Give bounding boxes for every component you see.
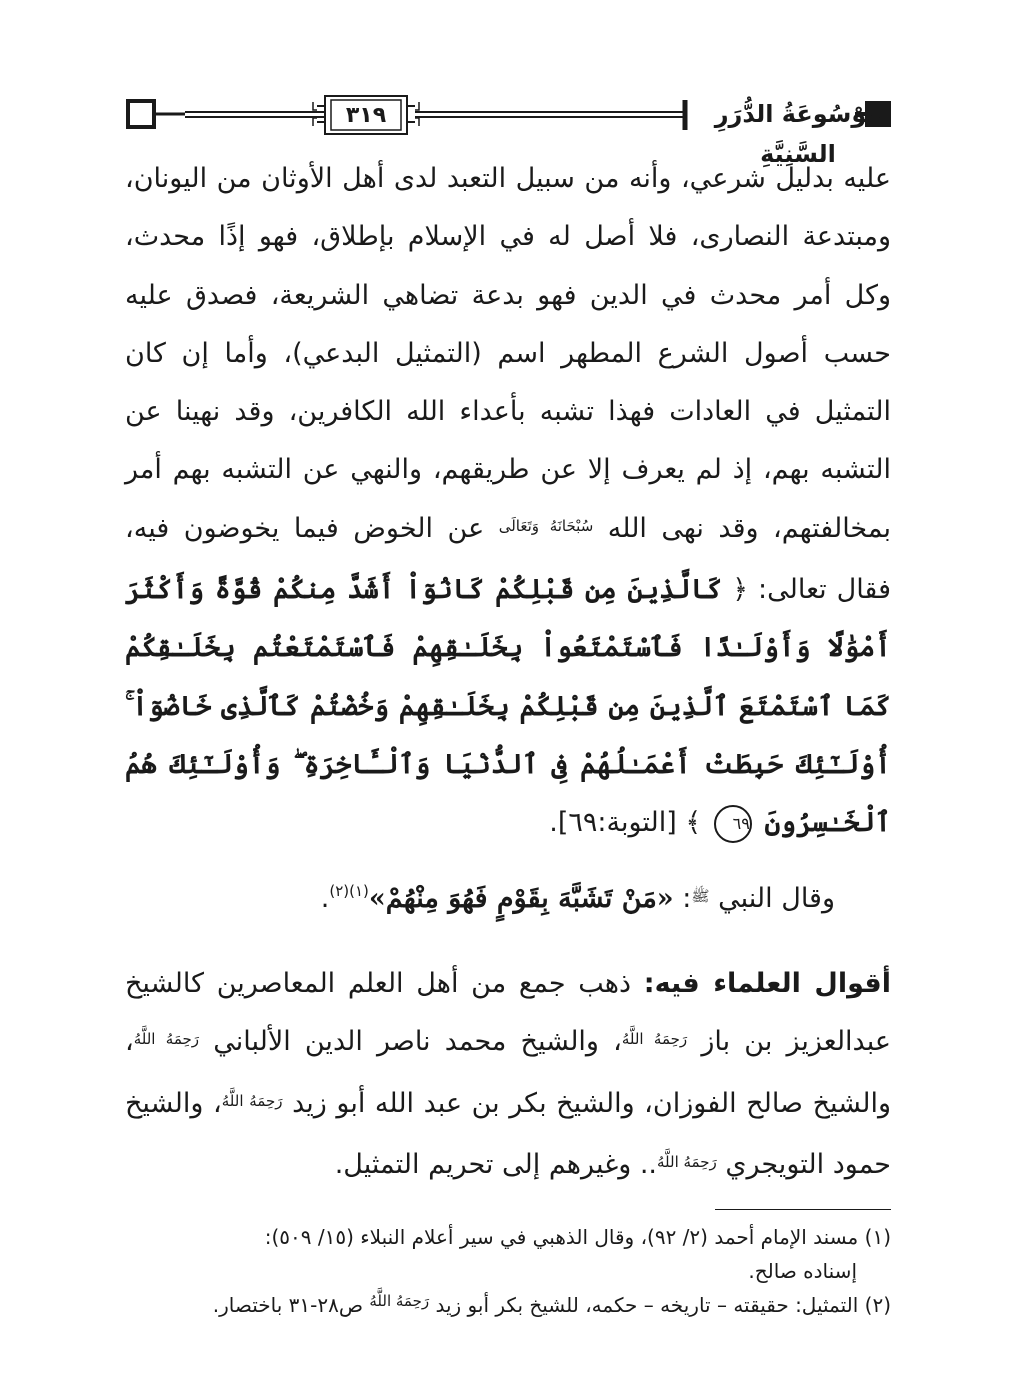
running-title: مَوْسُوعَةُ الدُّرَرِ السَّنِيَّةِ [714,100,882,168]
scholars-section [125,955,891,1197]
footnote-1-line-1: (١) مسند الإمام أحمد (٢/ ٩٢)، وقال الذهبي في سير أعلام النبلاء (١٥/ ٥٠٩): [264,1225,891,1249]
footnote-2-text: (٢) التمثيل: حقيقته – تاريخه – حكمه، للشيخ بكر أبو زيد [435,1293,891,1317]
scholars-paragraph [125,955,891,1197]
hadith-text: «مَنْ تَشَبَّهَ بِقَوْمٍ فَهُوَ مِنْهُمْ» [368,883,674,914]
footnotes [125,1220,891,1324]
footnote-markers: (١)(٢) [329,882,369,900]
quran-close-bracket: ﴾ [685,807,702,839]
paragraph-main: عليه بدليل شرعي، وأنه من سبيل التعبد لدى أهل الأوثان من اليونان، ومبتدعة النصارى، فلا أصل له في الإسلام بإطلاق، فهو إذًا محدث، وكل أمر محدث في الدين فهو بدعة تضاهي الشريعة، فصدق عليه حسب أصول الشرع المطهر اسم (التمثيل البدعي)، وأما إن كان التمثيل في العادات فهذا تشبه بأعداء الله الكافرين، وقد نهينا عن التشبه بهم، إذ لم يعرف إلا عن طريقهم، والنهي عن التشبه بهم أمر بمخالفتهم، وقد نهى الله [125,163,891,544]
footnote-divider [715,1209,891,1210]
footnote-1 [125,1220,891,1254]
quran-open-bracket: ﴿ [732,574,749,606]
honorific-allah: سُبْحَانَهُ وَتَعَالَى [498,516,594,535]
scholars-text-1: ذهب جمع من أهل العلم المعاصرين كالشيخ عبدالعزيز بن باز [125,968,891,1058]
honorific-rahimahu: رَحِمَهُ اللَّهُ [621,1030,688,1049]
ayah-number-marker: ٦٩ [714,805,752,843]
main-paragraph [125,150,891,853]
hadith-intro: وقال النبي [718,883,835,914]
footnote-1-line-2: إسناده صالح. [748,1259,857,1283]
footnote-2 [125,1288,891,1324]
honorific-rahimahu: رَحِمَهُ اللَّهُ [221,1091,283,1110]
honorific-prophet: ﷺ [691,887,710,905]
footnote-1-continued [125,1254,891,1288]
honorific-rahimahu: رَحِمَهُ اللَّهُ [133,1030,200,1049]
page-number: ٣١٩ [345,103,387,128]
page-header [125,88,892,168]
hadith-line [125,870,835,931]
quran-verse: كَالَّذِينَ مِن قَبْلِكُمْ كَانُوٓاْ أَشَدَّ مِنكُمْ قُوَّةً وَأَكْثَرَ أَمْوَٰلًا وَأَوْلَـٰدًا فَٱسْتَمْتَعُواْ بِخَلَـٰقِهِمْ فَٱسْتَمْتَعْتُم بِخَلَـٰقِكُمْ كَمَا ٱسْتَمْتَعَ ٱلَّذِينَ مِن قَبْلِكُمْ بِخَلَـٰقِهِمْ وَخُضْتُمْ كَٱلَّذِى خَاضُوٓاْ ۚ أُوْلَـٰٓئِكَ حَبِطَتْ أَعْمَـٰلُهُمْ فِى ٱلدُّنْيَا وَٱلْـَٔاخِرَةِ ۖ وَأُوْلَـٰٓئِكَ هُمُ ٱلْخَـٰسِرُونَ [125,574,891,839]
honorific-rahimahu: رَحِمَهُ اللَّهُ [369,1292,430,1310]
scholars-text-5: .. وغيرهم إلى تحريم التمثيل. [334,1148,657,1180]
quran-reference: [التوبة:٦٩]. [549,807,677,839]
hadith-colon: : [682,883,692,914]
scholars-text-2: ، والشيخ محمد ناصر الدين الألباني [213,1026,622,1058]
footnote-2-pages: ص٢٨-٣١ باختصار. [212,1293,363,1317]
scholars-heading: أقوال العلماء فيه: [643,968,891,999]
scholars-text-4: ، والشيخ حمود التويجري [125,1087,891,1180]
main-text [125,150,891,853]
honorific-rahimahu: رَحِمَهُ اللَّهُ [657,1152,717,1171]
hadith-end: . [320,883,330,914]
paragraph-continuation: عن الخوض فيما يخوضون فيه، فقال تعالى: [125,512,891,606]
scholars-text-3: ، والشيخ صالح الفوزان، والشيخ بكر بن عبد الله أبو زيد [125,1026,891,1119]
